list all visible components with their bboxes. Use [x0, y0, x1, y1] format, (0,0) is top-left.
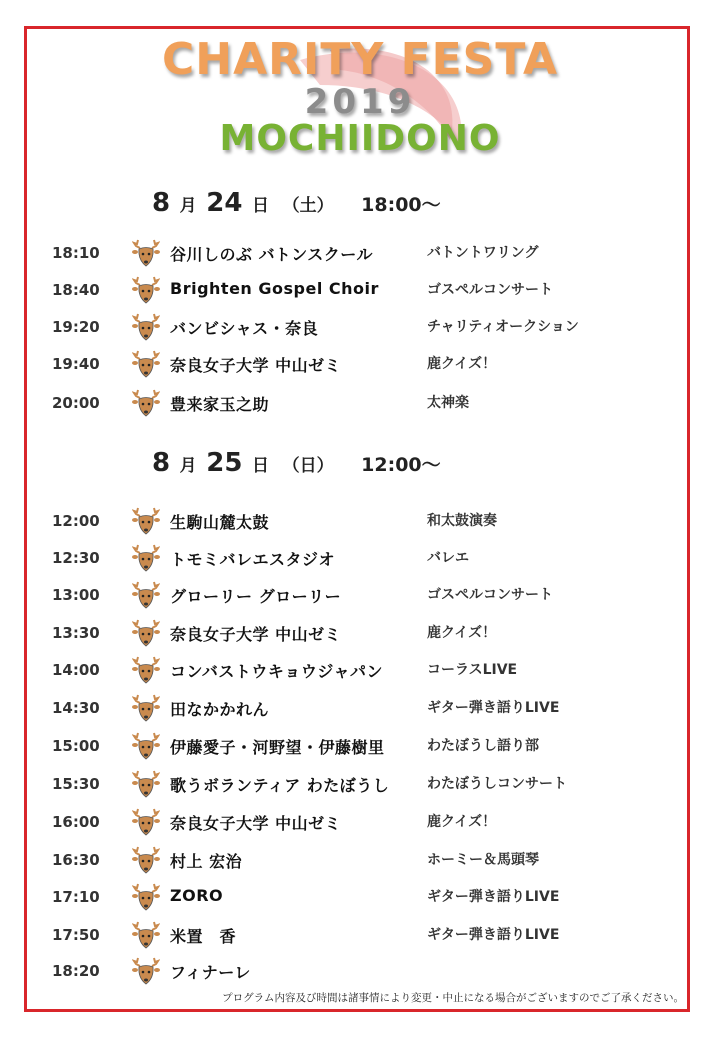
- footnote: プログラム内容及び時間は諸事情により変更・中止になる場合がございますのでご了承ください。: [222, 992, 684, 1004]
- deer-icon: [132, 349, 160, 379]
- row-time: 12:30: [52, 549, 100, 567]
- row-desc: わたぼうしコンサート: [427, 776, 567, 792]
- day-header-1: [152, 188, 441, 218]
- deer-icon: [132, 275, 160, 305]
- row-desc: ホーミー＆馬頭琴: [427, 852, 539, 868]
- row-name: 豊来家玉之助: [170, 395, 270, 414]
- row-name: 伊藤愛子・河野望・伊藤樹里: [170, 738, 385, 757]
- deer-icon: [132, 956, 160, 986]
- schedule-row: [52, 275, 672, 305]
- schedule-row: [52, 920, 672, 950]
- row-name: 奈良女子大学 中山ゼミ: [170, 356, 342, 375]
- deer-icon: [132, 920, 160, 950]
- row-name: 生駒山麓太鼓: [170, 513, 270, 532]
- row-time: 18:10: [52, 244, 100, 262]
- row-time: 19:20: [52, 318, 100, 336]
- deer-icon: [132, 882, 160, 912]
- schedule-row: [52, 769, 672, 799]
- day-weekday: （土）: [282, 196, 334, 216]
- schedule-row: [52, 618, 672, 648]
- row-time: 17:50: [52, 926, 100, 944]
- day-weekday: （日）: [282, 456, 334, 476]
- logo-title: CHARITY FESTA: [161, 34, 559, 85]
- schedule-row: [52, 388, 672, 418]
- deer-icon: [132, 312, 160, 342]
- deer-icon: [132, 543, 160, 573]
- row-name: 谷川しのぶ バトンスクール: [170, 245, 373, 264]
- row-desc: チャリティオークション: [427, 319, 579, 335]
- row-desc: 鹿クイズ！: [427, 814, 497, 830]
- day-month-unit: 月: [179, 196, 197, 216]
- row-desc: 鹿クイズ！: [427, 625, 497, 641]
- row-time: 15:00: [52, 737, 100, 755]
- schedule-row: [52, 543, 672, 573]
- row-desc: わたぼうし語り部: [427, 738, 539, 754]
- row-desc: コーラスLIVE: [427, 662, 518, 678]
- schedule-row: [52, 845, 672, 875]
- row-desc: ギター弾き語りLIVE: [427, 889, 560, 905]
- day-number: 24: [206, 188, 243, 218]
- row-desc: ギター弾き語りLIVE: [427, 927, 560, 943]
- row-desc: 太神楽: [427, 395, 469, 411]
- row-desc: 和太鼓演奏: [427, 513, 497, 529]
- row-name: 奈良女子大学 中山ゼミ: [170, 625, 342, 644]
- day-month: 8: [152, 188, 171, 218]
- row-name: ZORO: [170, 886, 224, 905]
- deer-icon: [132, 655, 160, 685]
- row-desc: ギター弾き語りLIVE: [427, 700, 560, 716]
- row-time: 12:00: [52, 512, 100, 530]
- row-desc: バトントワリング: [427, 245, 539, 261]
- row-name: バンビシャス・奈良: [170, 319, 319, 338]
- day-unit: 日: [252, 196, 270, 216]
- row-time: 18:40: [52, 281, 100, 299]
- schedule-row: [52, 238, 672, 268]
- row-time: 13:30: [52, 624, 100, 642]
- row-name: フィナーレ: [170, 963, 251, 982]
- row-desc: ゴスペルコンサート: [427, 282, 553, 298]
- deer-icon: [132, 618, 160, 648]
- row-time: 17:10: [52, 888, 100, 906]
- row-time: 13:00: [52, 586, 100, 604]
- row-time: 19:40: [52, 355, 100, 373]
- day-number: 25: [206, 448, 243, 478]
- logo-venue: MOCHIIDONO: [219, 118, 501, 159]
- row-name: グローリー グローリー: [170, 587, 342, 606]
- deer-icon: [132, 238, 160, 268]
- schedule-row: [52, 580, 672, 610]
- row-time: 18:20: [52, 962, 100, 980]
- deer-icon: [132, 807, 160, 837]
- day-month: 8: [152, 448, 171, 478]
- schedule-row: [52, 882, 672, 912]
- day-start-time: 18:00～: [361, 194, 441, 216]
- day-start-time: 12:00～: [361, 454, 441, 476]
- deer-icon: [132, 506, 160, 536]
- deer-icon: [132, 693, 160, 723]
- schedule-row: [52, 655, 672, 685]
- row-time: 14:00: [52, 661, 100, 679]
- schedule-row: [52, 693, 672, 723]
- schedule-row: [52, 312, 672, 342]
- row-time: 16:30: [52, 851, 100, 869]
- row-desc: 鹿クイズ！: [427, 356, 497, 372]
- day-header-2: [152, 448, 441, 478]
- deer-icon: [132, 580, 160, 610]
- day-unit: 日: [252, 456, 270, 476]
- schedule-row: [52, 506, 672, 536]
- deer-icon: [132, 845, 160, 875]
- row-name: 村上 宏治: [170, 852, 243, 871]
- row-name: 田なかかれん: [170, 700, 270, 719]
- row-name: 奈良女子大学 中山ゼミ: [170, 814, 342, 833]
- row-name: トモミバレエスタジオ: [170, 550, 336, 569]
- schedule-row: [52, 956, 672, 986]
- row-time: 14:30: [52, 699, 100, 717]
- row-desc: バレエ: [427, 550, 469, 566]
- deer-icon: [132, 388, 160, 418]
- row-name: コンバストウキョウジャパン: [170, 662, 384, 681]
- day-month-unit: 月: [179, 456, 197, 476]
- row-name: 歌うボランティア わたぼうし: [170, 776, 390, 795]
- row-name: Brighten Gospel Choir: [170, 279, 379, 298]
- deer-icon: [132, 731, 160, 761]
- row-time: 20:00: [52, 394, 100, 412]
- schedule-row: [52, 349, 672, 379]
- row-time: 15:30: [52, 775, 100, 793]
- deer-icon: [132, 769, 160, 799]
- row-name: 米置 香: [170, 927, 237, 946]
- row-desc: ゴスペルコンサート: [427, 587, 553, 603]
- row-time: 16:00: [52, 813, 100, 831]
- schedule-row: [52, 731, 672, 761]
- schedule-row: [52, 807, 672, 837]
- logo-year: 2019: [304, 82, 416, 122]
